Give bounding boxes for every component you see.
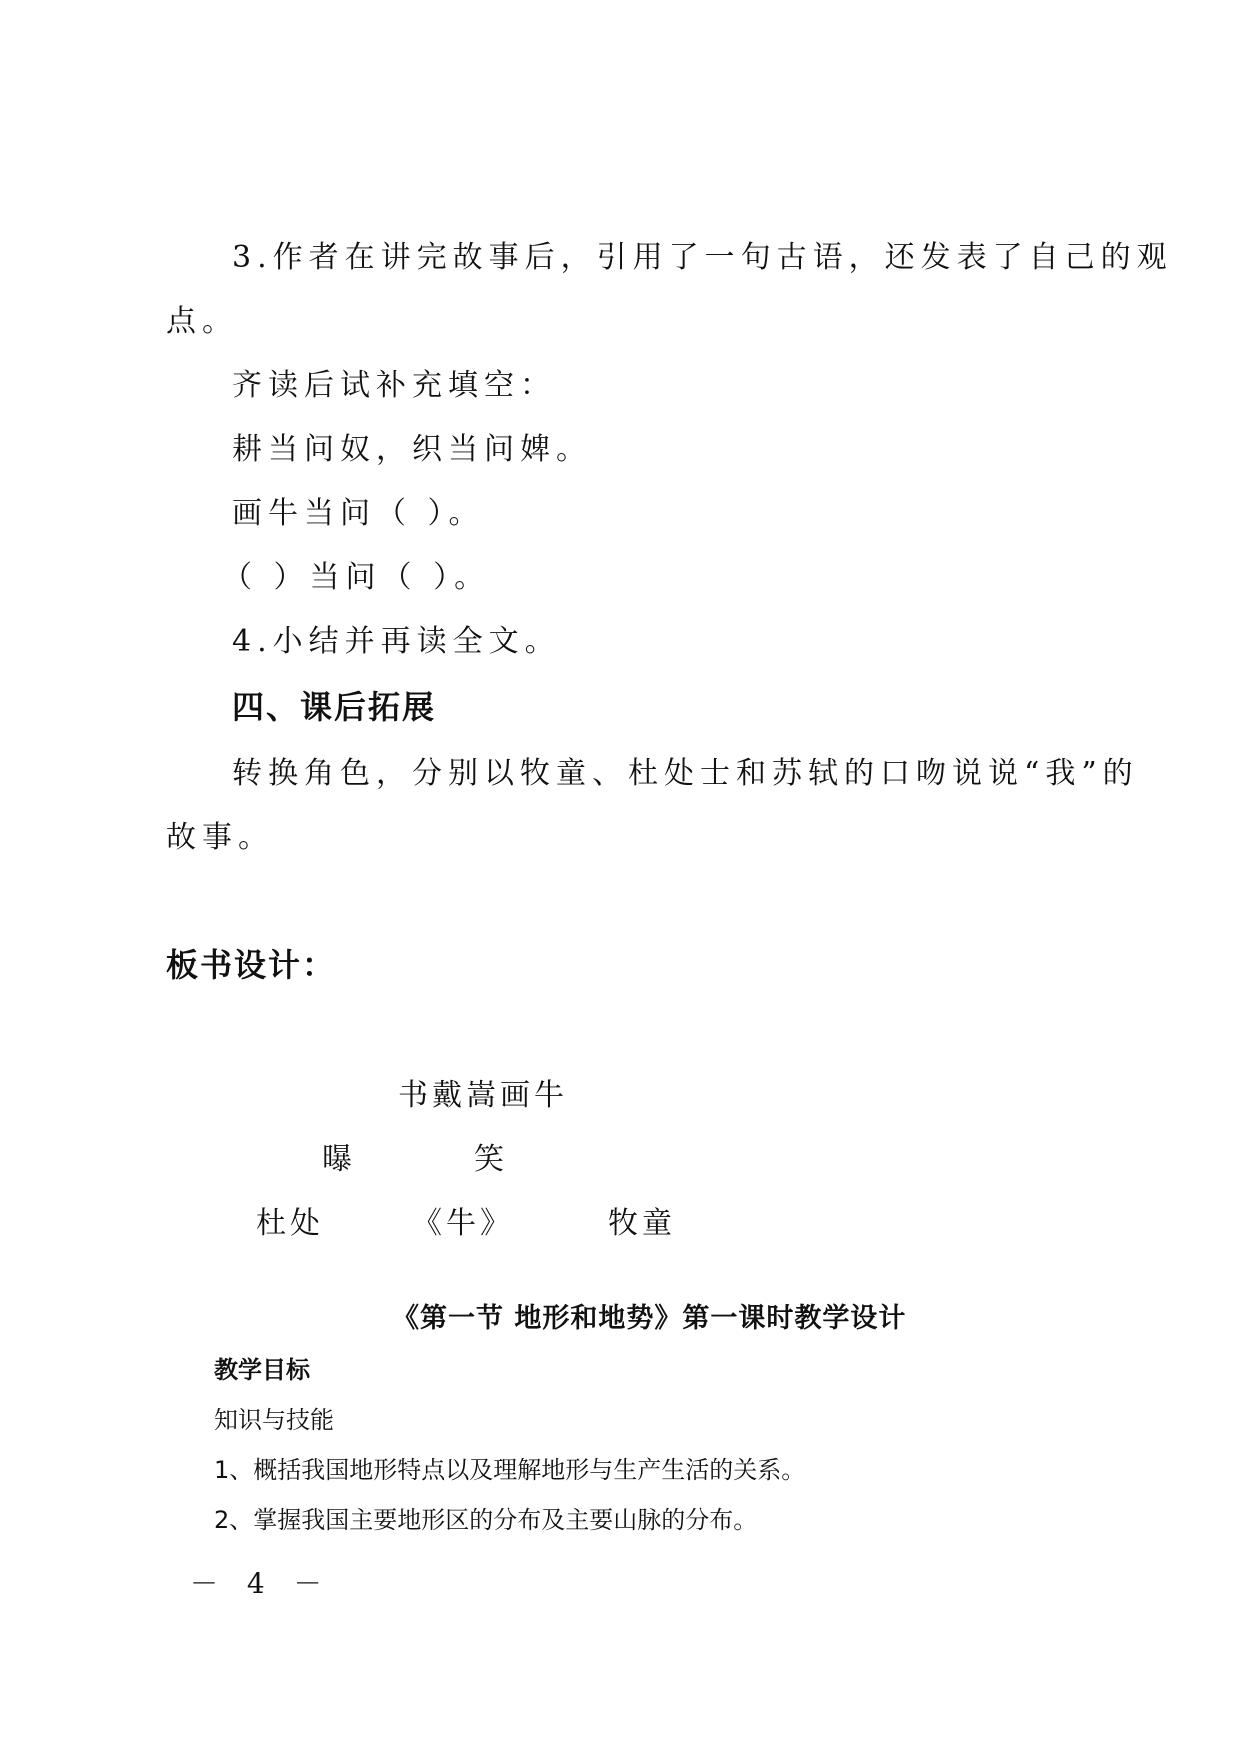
board-title: 书戴嵩画牛 [398, 1078, 568, 1113]
section4-text-line2: 故事。 [166, 820, 274, 855]
item3-line2: 点。 [166, 304, 238, 339]
board-center: 《牛》 [412, 1206, 514, 1241]
section4-heading: 四、课后拓展 [232, 688, 437, 726]
fill-in-prompt: 齐读后试补充填空： [232, 368, 556, 403]
board-left-person: 杜处 [256, 1206, 324, 1241]
board-heading: 板书设计： [166, 946, 337, 984]
board-right-person: 牧童 [608, 1206, 676, 1241]
goal-1: 1、概括我国地形特点以及理解地形与生产生活的关系。 [214, 1456, 806, 1484]
objectives-heading: 教学目标 [214, 1356, 310, 1384]
page-number: － 4 － [190, 1567, 332, 1600]
item4: 4.小结并再读全文。 [232, 624, 561, 659]
proverb-line3: （ ）当问（ ）。 [222, 560, 491, 595]
lesson-title: 《第一节 地形和地势》第一课时教学设计 [392, 1303, 907, 1334]
board-left-verb: 曝 [322, 1142, 356, 1177]
proverb-line2: 画牛当问（ ）。 [232, 496, 485, 531]
board-right-verb: 笑 [474, 1142, 508, 1177]
goal-2: 2、掌握我国主要地形区的分布及主要山脉的分布。 [214, 1506, 758, 1534]
proverb-line1: 耕当问奴，织当问婢。 [232, 432, 592, 467]
knowledge-skills-subheading: 知识与技能 [214, 1406, 334, 1434]
section4-text-line1: 转换角色，分别以牧童、杜处士和苏轼的口吻说说“我”的 [232, 756, 1139, 791]
item3-line1: 3.作者在讲完故事后，引用了一句古语，还发表了自己的观 [232, 240, 1173, 275]
